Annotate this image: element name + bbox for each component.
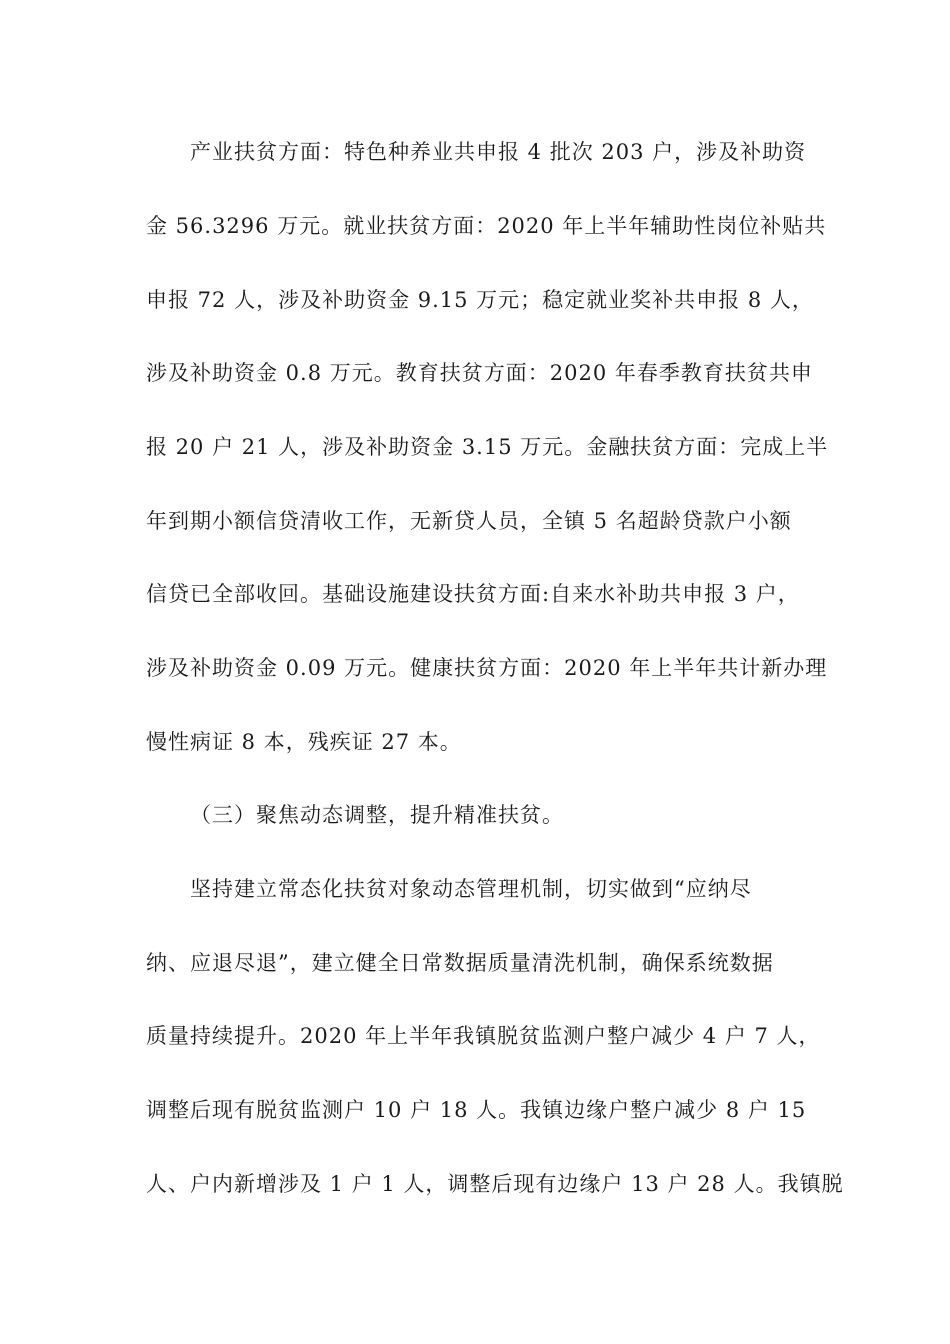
paragraph-industry-line-8: 涉及补助资金 0.09 万元。健康扶贫方面：2020 年上半年共计新办理	[146, 656, 828, 680]
paragraph-industry-line-2: 金 56.3296 万元。就业扶贫方面：2020 年上半年辅助性岗位补贴共	[146, 214, 827, 238]
paragraph-industry-line-1: 产业扶贫方面：特色种养业共申报 4 批次 203 户，涉及补助资	[190, 140, 807, 164]
paragraph-industry-line-5: 报 20 户 21 人，涉及补助资金 3.15 万元。金融扶贫方面：完成上半	[146, 435, 829, 459]
section-heading: （三）聚焦动态调整，提升精准扶贫。	[190, 803, 564, 827]
paragraph-industry-line-4: 涉及补助资金 0.8 万元。教育扶贫方面：2020 年春季教育扶贫共申	[146, 361, 813, 385]
paragraph-dynamic-line-3: 质量持续提升。2020 年上半年我镇脱贫监测户整户减少 4 户 7 人，	[146, 1024, 821, 1048]
paragraph-industry-line-3: 申报 72 人，涉及补助资金 9.15 万元；稳定就业奖补共申报 8 人，	[146, 288, 814, 312]
paragraph-dynamic-line-5: 人、户内新增涉及 1 户 1 人，调整后现有边缘户 13 户 28 人。我镇脱	[146, 1172, 844, 1196]
paragraph-dynamic-line-4: 调整后现有脱贫监测户 10 户 18 人。我镇边缘户整户减少 8 户 15	[146, 1098, 807, 1122]
paragraph-industry-line-9: 慢性病证 8 本，残疾证 27 本。	[146, 730, 462, 754]
paragraph-dynamic-line-1: 坚持建立常态化扶贫对象动态管理机制，切实做到“应纳尽	[190, 877, 752, 901]
paragraph-industry-line-7: 信贷已全部收回。基础设施建设扶贫方面:自来水补助共申报 3 户，	[146, 582, 800, 606]
paragraph-dynamic-line-2: 纳、应退尽退”，建立健全日常数据质量清洗机制，确保系统数据	[146, 951, 774, 975]
paragraph-industry-line-6: 年到期小额信贷清收工作，无新贷人员，全镇 5 名超龄贷款户小额	[146, 509, 792, 533]
